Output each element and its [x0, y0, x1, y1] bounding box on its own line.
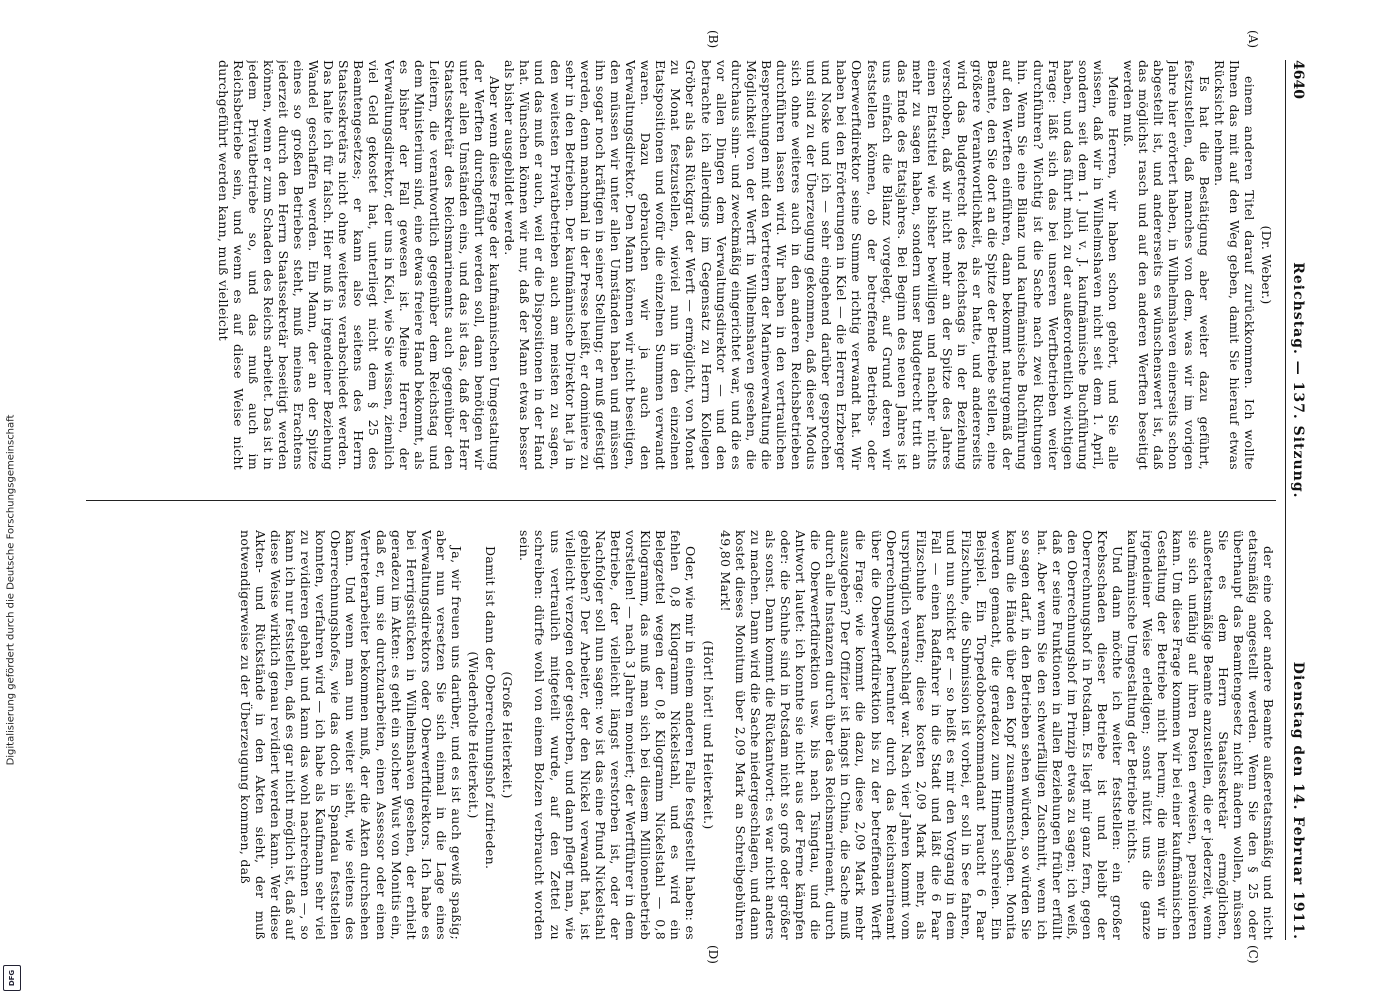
interjection: (Hört! hört! und Heiterkeit.): [700, 640, 716, 830]
paragraph: Und dann möchte ich weiter feststellen: ein großer Krebsschaden dieser Betriebe ist und bleibt der Oberrechnungshof in Potsdam. Es liegt mir ganz fern, gegen den Oberrechnungshof im Prinzip etwas zu sagen; ich weiß, daß er seine Funktionen in allen Beziehungen früher erfüllt hat. Aber wenn Sie den schwerfälligen Zuschnitt, wenn ich so sagen darf, in den Betrieben sehen würden, so würden Sie kaum die Hände über den Kopf zusammenschlagen. Monita werden gemacht, die geradezu zum Himmel schreien. Ein Beispiel. Ein Torpedobootskommandant braucht 6 Paar Filzschuhe, die Submission ist vorbei, er soll in See fahren, und nun schickt er — so heißt es mir den Vorgang in dem Fall — einen Radfahrer in die Stadt und läßt die 6 Paar Filzschuhe kaufen; diese kosten 2,09 Mark mehr, als ursprünglich veranschlagt war. Nach vier Jahren kommt vom Oberrechnungshof herunter durch das Reichsmarineamt über die Oberwerftdirektion bis zu der betreffenden Werft die Frage: wie kommt die dazu, diese 2,09 Mark mehr auszugeben? Der Offizier ist längst in China, die Sache muß durch alle Instanzen durch über das Reichsmarineamt, durch die Oberwerftdirektion usw. bis nach Tsingtau, und die Antwort lautet: ich konnte sie nicht aus der Ferne kämpfen oder: die Schuhe sind in Potsdam nicht so groß oder größer als sonst. Dann kommt die Rückantwort: es war nicht anders zu machen. Dann wird die Sache niedergeschlagen, und dann kostet dieses Monitum über 2,09 Mark an Schreibgebühren 49,80 Mark!: [717, 530, 1126, 940]
credit-strip: [0, 0, 22, 1000]
interjection: (Wiederholte Heiterkeit.): [466, 651, 482, 819]
column-divider: [86, 500, 1276, 501]
paragraph: Aber wenn diese Frage der kaufmännischen Umgestaltung der Werften durchgeführt werden soll, dann benötigen wir unter allen Umständen eins, und das ist das, daß der Herr Staatssekretär des Reichsmarineamts auch gegenüber den Leitern, die verantwortlich gegenüber dem Reichstag und dem Ministerium sind, eine etwas freiere Hand bekommt, als es bisher der Fall gewesen ist. Meine Herren, der Verwaltungsdirektor, der uns in Kiel, wie Sie wissen, ziemlich viel Geld gekostet hat, unterliegt nicht dem § 25 des Beamtengesetzes; er kann also seitens des Herrn Staatssekretärs nicht ohne weiteres verabschiedet werden. Das halte ich für falsch. Hier muß in irgendeiner Beziehung Wandel geschaffen werden. Ein Mann, der an der Spitze eines so großen Betriebes steht, muß meines Erachtens jederzeit durch den Herrn Staatssekretär beseitigt werden können, wenn er zum Schaden des Reichs arbeitet. Das ist in jedem Privatbetriebe so, und das muß auch im Reichsbetriebe sein, und wenn es auf diese Weise nicht durchgeführt werden kann, muß vielleicht: [215, 60, 503, 470]
margin-marker-d: (D): [706, 945, 720, 964]
page-header: [1285, 60, 1310, 940]
right-column: [86, 530, 1276, 940]
scanned-page: [70, 30, 1310, 964]
paragraph: Oder, wie mir in einem anderen Falle festgestellt haben: es fehlen 0,8 Kilogramm Nickelstahl, und es wird ein Belegzettel wegen der 0,8 Kilogramm Nickelstahl — 0,8 Kilogramm, das muß man sich bei diesem Millionenbetrieb vorstellen! — nach 3 Jahren moniert; der Werftführer in dem Betriebe, der vielleicht längst verstorben ist, oder der Nachfolger soll nun sagen: wo ist das eine Pfund Nickelstahl geblieben? Der Arbeiter, der den Nickel verwandt hat, ist vielleicht verzogen oder gestorben, und dann pflegt man, wie uns vertraulich mitgeteilt wurde, auf den Zettel zu schreiben: dürfte wohl von einem Bolzen verbraucht worden sein.: [517, 530, 699, 940]
paragraph: Meine Herren, wir haben schon gehört, und Sie alle wissen, daß wir in Wilhelmshaven nicht seit dem 1. April, sondern seit dem 1. Juli v. J. kaufmännische Buchführung haben, und das führt mich zu der außerordentlich wichtigen Frage: läßt sich das bei unseren Werftbetrieben weiter durchführen? Wichtig ist die Sache nach zwei Richtungen hin. Wenn Sie eine Bilanz und kaufmännische Buchführung auf den Werften einführen, dann bekommt naturgemäß der Beamte, den Sie dort an die Spitze der Betriebe stellen, eine größere Verantwortlichkeit, als er hatte, und andererseits wird das Budgetrecht des Reichstags in der Beziehung verschoben, daß wir nicht mehr an der Spitze des Jahres einen Etatstitel wie bisher bewilligen und nachher nichts mehr zu sagen haben, sondern unser Budgetrecht tritt an das Ende des Etatsjahres. Bei Beginn des neuen Jahres ist uns einfach die Bilanz vorgelegt, auf Grund deren wir feststellen können, ob der betreffende Betriebs- oder Oberwerftdirektor seine Summe richtig verwandt hat. Wir haben bei den Erörterungen in Kiel — die Herren Erzberger und Noske und ich — sehr eingehend darüber gesprochen und sind zu der Überzeugung gekommen, daß dieser Modus sich ohne weiteres auch in den anderen Reichsbetrieben durchführen lassen wird. Wir haben in den vertraulichen Besprechungen mit den Vertretern der Marineverwaltung die Möglichkeit von der Werft in Wilhelmshaven gesehen, die durchaus sinn- und zweckmäßig eingerichtet war, und die es vor allen Dingen dem Verwaltungsdirektor — und den betrachte ich allerdings im Gegensatz zu Herrn Kollegen Gröber als das Rückgrat der Werft — ermöglicht, von Monat zu Monat festzustellen, wieviel nun in den einzelnen Etatspositionen und wofür die einzelnen Summen verwandt waren. Dazu gebrauchen wir ja auch den Verwaltungsdirektor. Den Mann können wir nicht beseitigen, den müssen wir unter allen Umständen haben und müssen ihn sogar noch kräftigen in seiner Stellung; er muß gefestigt werden, denn manchmal in der Presse heißt, er dominiere zu sehr in den Betrieben. Der kaufmännische Direktor hat ja in den weitesten Privatbetrieben auch am meisten zu sagen, und das muß er auch, weil er die Dispositionen in der Hand hat. Wünschen können wir nur, daß der Mann etwas besser als bisher ausgebildet werde.: [502, 60, 1122, 470]
dfg-logo-text: DFG: [8, 969, 16, 987]
speaker-label: (Dr. Weber.): [1259, 225, 1274, 305]
margin-marker-b: (B): [706, 30, 720, 49]
session-date: Dienstag den 14. Februar 1911.: [1290, 661, 1306, 940]
paragraph: Ja, wir freuen uns darüber, und es ist auch gewiß spaßig; aber nun versetzen Sie sich einmal in die Lage eines Verwaltungsdirektors oder Oberwerftdirektors. Ich habe es bei Herrigsstücken in Wilhelmshaven gesehen, der erhielt geradezu im Akten: es geht ein solcher Wust von Monitis ein, daß er, um sie durchzuarbeiten, einen Assessor oder einen Vertreterarbeiter bekommen muß, der die Akten durchsehen kann. Und wenn man nun weiter sieht, wie seitens des Oberrechnungshofes, wie das doch in Spandau feststellen konnten, verfahren wird — ich habe als Kaufmann sehr viel zu revidieren gehabt und kann das wohl nachrechnen —, so kann ich nur feststellen, daß es gar nicht möglich ist, daß auf diese Weise wirklich genau revidiert werden kann. Wer diese Akten- und Rückstände in den Akten sieht, der muß notwendigerweise zu der Überzeugung kommen, daß: [237, 530, 465, 940]
margin-marker-a: (A): [1246, 30, 1260, 49]
dfg-logo-icon: [3, 965, 21, 991]
dfg-credit-text: Digitalisierung gefördert durch die Deutsche Forschungsgemeinschaft: [5, 414, 17, 766]
paragraph: Damit ist dann der Oberrechnungshof zufrieden.: [483, 546, 499, 870]
interjection: (Große Heiterkeit.): [500, 671, 516, 799]
margin-marker-c: (C): [1246, 945, 1260, 964]
paragraph: der eine oder andere Beamte außeretatsmäßig und nicht etatsmäßig angestellt werden. Wenn Sie den § 25 oder überhaupt das Beamtengesetz nicht ändern wollen, müssen Sie es dem Herrn Staatssekretär ermöglichen, außeretatsmäßige Beamte anzustellen, die er jederzeit, wenn sie sich unfähig auf ihren Posten erweisen, pensionieren kann. Um diese Frage kommen wir bei einer kaufmännischen Gestaltung der Betriebe nicht herum; die müssen wir in irgendeiner Weise erledigen; sonst nützt uns die ganze kaufmännische Umgestaltung der Betriebe nichts.: [1125, 530, 1276, 940]
paragraph: einem anderen Titel darauf zurückkommen. Ich wollte Ihnen das mit auf den Weg geben, damit Sie hierauf etwas Rücksicht nehmen.: [1211, 60, 1257, 470]
left-column: [86, 60, 1276, 470]
paragraph: Es hat die Bestätigung aber weiter dazu geführt, festzustellen, daß manches von dem, was wir im vorigen Jahre hier erörtert haben, in Wilhelmshaven einerseits schon abgestellt ist, und andererseits es wünschenswert ist, daß das möglichst rasch und auf den anderen Werften beseitigt werden muß.: [1121, 60, 1212, 470]
scanned-page-area: [70, 30, 1310, 964]
session-title: Reichstag. — 137. Sitzung.: [1290, 262, 1306, 499]
page-number: 4640: [1290, 60, 1306, 99]
